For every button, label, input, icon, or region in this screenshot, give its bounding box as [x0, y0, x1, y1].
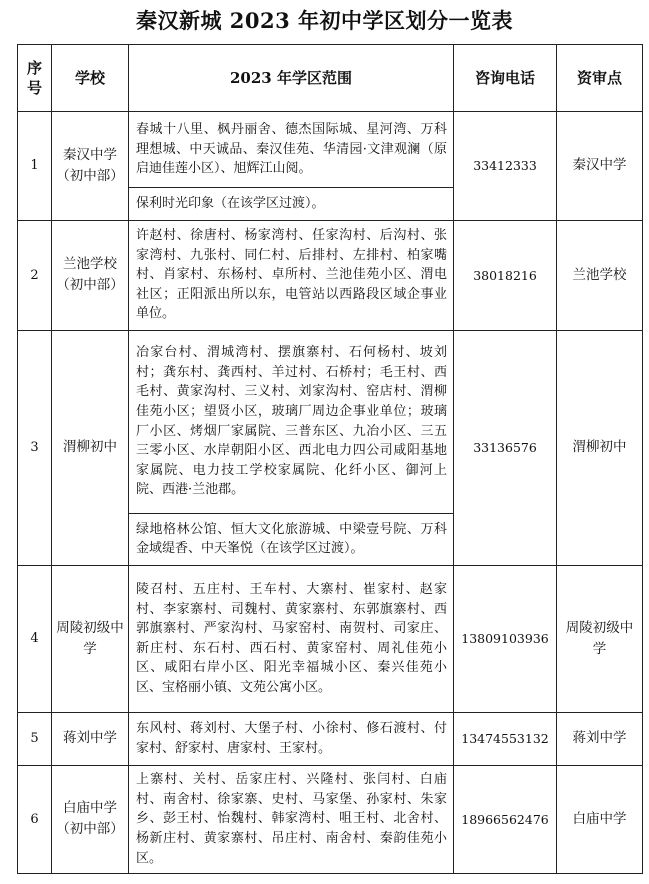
row-phone: 38018216	[454, 220, 557, 330]
header-phone: 咨询电话	[454, 45, 557, 112]
row-school: 周陵初级中学	[52, 565, 129, 712]
row-transition-range: 绿地格林公馆、恒大文化旅游城、中梁壹号院、万科金域缇香、中天峯悦（在该学区过渡）。	[129, 513, 454, 565]
header-range: 2023 年学区范围	[129, 45, 454, 112]
row-phone: 18966562476	[454, 765, 557, 873]
table-header-row	[18, 45, 643, 112]
row-seq: 4	[18, 565, 52, 712]
row-check-point: 兰池学校	[557, 220, 643, 330]
row-check-point: 渭柳初中	[557, 330, 643, 565]
row-school: 蒋刘中学	[52, 712, 129, 765]
row-phone: 33412333	[454, 112, 557, 221]
row-seq: 3	[18, 330, 52, 565]
header-school: 学校	[52, 45, 129, 112]
row-check-point: 白庙中学	[557, 765, 643, 873]
row-range: 春城十八里、枫丹丽舍、德杰国际城、星河湾、万科理想城、中天诚品、秦汉佳苑、华清园·文津观澜（原启迪佳莲小区）、旭辉江山阅。	[129, 112, 454, 188]
row-seq: 1	[18, 112, 52, 221]
row-phone: 33136576	[454, 330, 557, 565]
row-range: 东风村、蒋刘村、大堡子村、小徐村、修石渡村、付家村、舒家村、唐家村、王家村。	[129, 712, 454, 765]
header-seq: 序号	[18, 45, 52, 112]
table-row	[18, 330, 643, 513]
row-range: 冶家台村、渭城湾村、摆旗寨村、石何杨村、坡刘村；龚东村、龚西村、羊过村、石桥村；毛王村、西毛村、黄家沟村、三义村、刘家沟村、窑店村、渭柳佳苑小区；望贤小区，玻璃厂周边企事业单位；玻璃厂小区、烤烟厂家属院、三普东区、九冶小区、三五三零小区、水岸朝阳小区、西北电力四公司咸阳基地家属院、电力技工学校家属院、化纤小区、御河上院、西港·兰池郡。	[129, 330, 454, 513]
table-row	[18, 220, 643, 330]
row-check-point: 周陵初级中学	[557, 565, 643, 712]
row-school: 兰池学校（初中部）	[52, 220, 129, 330]
header-check-point: 资审点	[557, 45, 643, 112]
row-range: 陵召村、五庄村、王车村、大寨村、崔家村、赵家村、李家寨村、司魏村、黄家寨村、东郭旗寨村、西郭旗寨村、严家沟村、马家窑村、南贺村、司家庄、新庄村、东石村、西石村、黄家窑村、周礼佳苑小区、咸阳右岸小区、阳光幸福城小区、秦兴佳苑小区、宝格丽小镇、文苑公寓小区。	[129, 565, 454, 712]
row-seq: 6	[18, 765, 52, 873]
row-school: 白庙中学（初中部）	[52, 765, 129, 873]
table-row	[18, 112, 643, 188]
row-check-point: 秦汉中学	[557, 112, 643, 221]
row-phone: 13809103936	[454, 565, 557, 712]
row-seq: 2	[18, 220, 52, 330]
page-title: 秦汉新城 2023 年初中学区划分一览表	[135, 8, 514, 33]
table-row	[18, 765, 643, 873]
row-school: 渭柳初中	[52, 330, 129, 565]
table-row	[18, 712, 643, 765]
row-seq: 5	[18, 712, 52, 765]
row-range: 许赵村、徐唐村、杨家湾村、任家沟村、后沟村、张家湾村、九张村、同仁村、后排村、左排村、柏家嘴村、肖家村、东杨村、卓所村、兰池佳苑小区、渭电社区；正阳派出所以东，电管站以西路段区域企事业单位。	[129, 220, 454, 330]
row-transition-range: 保利时光印象（在该学区过渡）。	[129, 188, 454, 221]
row-phone: 13474553132	[454, 712, 557, 765]
table-row	[18, 565, 643, 712]
row-school: 秦汉中学（初中部）	[52, 112, 129, 221]
district-table	[17, 44, 643, 874]
row-check-point: 蒋刘中学	[557, 712, 643, 765]
row-range: 上寨村、关村、岳家庄村、兴隆村、张闫村、白庙村、南舍村、徐家寨、史村、马家堡、孙家村、朱家乡、彭王村、怡魏村、韩家湾村、咀王村、北舍村、杨新庄村、黄家寨村、吊庄村、南舍村、秦韵佳苑小区。	[129, 765, 454, 873]
